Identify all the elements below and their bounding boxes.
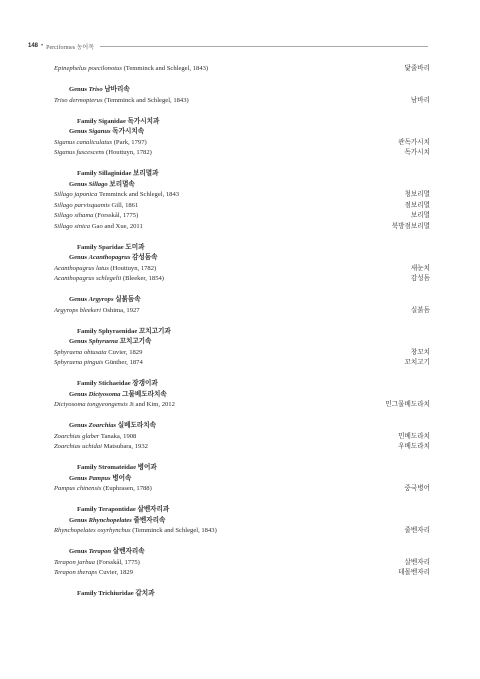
genus-korean-name: 병어속	[112, 474, 132, 482]
taxon-list	[54, 64, 430, 600]
genus-korean-name: 그물베도라치속	[122, 390, 167, 398]
species-authority: Cuvier, 1829	[108, 348, 143, 356]
block-gap	[54, 159, 430, 170]
species-entry	[54, 222, 430, 233]
genus-korean-name: 줄벤자리속	[133, 516, 166, 524]
species-authority: (Bleeker, 1854)	[122, 275, 164, 282]
family-heading: Family Sillaginidae 보리멸과	[77, 170, 159, 177]
family-heading: Family Stromateidae 병어과	[77, 464, 157, 471]
block-gap	[54, 285, 430, 296]
genus-heading	[54, 337, 430, 348]
taxon-block	[54, 463, 430, 495]
species-name: Siganus fuscescens	[54, 149, 105, 156]
genus-prefix: Genus	[69, 338, 89, 345]
species-authority: (Temminck and Schlegel, 1843)	[104, 96, 189, 104]
species-name: Pampus chinensis	[54, 485, 102, 492]
genus-name: Terapon	[88, 548, 112, 555]
species-name: Sphyraena pinguis	[54, 359, 104, 366]
species-name: Sillago sihama	[54, 212, 94, 219]
species-entry	[54, 274, 430, 285]
species-korean-name: 북방점보리멸	[391, 222, 430, 230]
taxon-block	[54, 169, 430, 232]
block-gap	[54, 316, 430, 327]
family-heading: Family Terapontidae 살벤자리과	[77, 506, 170, 513]
genus-prefix: Genus	[69, 86, 89, 93]
taxon-block	[54, 64, 430, 75]
species-korean-name: 중국병어	[404, 485, 430, 492]
species-korean-name: 데몰벤자리	[398, 569, 430, 576]
page-number: 148	[28, 43, 39, 49]
species-authority: (Euphrasen, 1788)	[103, 485, 152, 492]
species-authority: Günther, 1874	[104, 359, 143, 366]
genus-name: Zoarchias	[88, 422, 117, 429]
species-name: Zoarchias glaber	[54, 432, 100, 440]
species-entry	[54, 211, 430, 222]
species-authority: (Houttuyn, 1782)	[110, 264, 157, 272]
species-entry	[54, 264, 430, 275]
genus-name: Siganus	[88, 128, 111, 135]
block-gap	[54, 453, 430, 464]
genus-korean-name: 남바리속	[104, 86, 130, 93]
genus-heading	[54, 127, 430, 138]
genus-prefix: Genus	[69, 128, 89, 135]
species-name: Sillago japonica	[54, 191, 98, 198]
species-authority: (Temminck and Schlegel, 1843)	[132, 527, 217, 534]
species-entry	[54, 348, 430, 359]
header-rule	[100, 46, 428, 47]
species-entry	[54, 558, 430, 569]
species-authority: (Park, 1797)	[113, 138, 147, 146]
species-entry	[54, 138, 430, 149]
species-entry	[54, 64, 430, 75]
genus-heading	[54, 474, 430, 485]
species-korean-name: 청보리멸	[404, 191, 430, 198]
species-korean-name: 새눈치	[410, 264, 430, 272]
taxon-block	[54, 379, 430, 411]
species-name: Sillago sinica	[54, 222, 91, 230]
species-name: Acanthopagrus schlegelii	[54, 275, 122, 282]
species-entry	[54, 190, 430, 201]
species-authority: (Forsskål, 1775)	[96, 558, 140, 566]
genus-heading	[54, 253, 430, 264]
species-korean-name: 꼬치고기	[404, 359, 430, 366]
genus-korean-name: 실붉돔속	[115, 296, 141, 303]
genus-prefix: Genus	[69, 516, 89, 524]
taxon-block	[54, 589, 430, 600]
genus-heading	[54, 390, 430, 401]
taxon-block	[54, 117, 430, 159]
species-korean-name: 민그물베도라치	[385, 401, 430, 408]
species-entry	[54, 432, 430, 443]
taxon-block	[54, 547, 430, 579]
species-korean-name: 남바리	[410, 96, 430, 104]
species-name: Rhynchopelates oxyrhynchus	[54, 527, 131, 534]
species-name: Sphyraena obtusata	[54, 348, 107, 356]
species-korean-name: 실붉돔	[410, 306, 430, 314]
genus-prefix: Genus	[69, 180, 89, 188]
taxon-block	[54, 243, 430, 285]
species-authority: Tanaka, 1908	[100, 432, 137, 440]
species-name: Acanthopagrus latus	[54, 264, 109, 272]
species-authority: (Temminck and Schlegel, 1843)	[123, 65, 209, 72]
genus-prefix: Genus	[69, 474, 89, 482]
genus-prefix: Genus	[69, 548, 89, 555]
species-entry	[54, 358, 430, 369]
genus-korean-name: 독가시치속	[112, 128, 145, 135]
species-name: Zoarchias uchidai	[54, 443, 102, 450]
species-korean-name: 점보리멸	[404, 201, 430, 209]
genus-heading	[54, 85, 430, 96]
species-name: Epinephelus poecilonotus	[54, 65, 122, 72]
block-gap	[54, 369, 430, 380]
species-name: Triso dermopterus	[54, 96, 103, 104]
genus-prefix: Genus	[69, 254, 89, 261]
species-entry	[54, 400, 430, 411]
species-authority: Oshima, 1927	[102, 306, 140, 314]
species-entry	[54, 148, 430, 159]
genus-name: Rhynchopelates	[88, 516, 132, 524]
genus-heading	[54, 421, 430, 432]
taxon-block	[54, 85, 430, 106]
species-name: Sillago parvisquamis	[54, 201, 110, 209]
family-heading: Family Sparidae 도미과	[77, 243, 145, 251]
genus-korean-name: 감성돔속	[132, 254, 158, 261]
genus-prefix: Genus	[69, 390, 89, 398]
species-entry	[54, 442, 430, 453]
species-korean-name: 민베도라치	[398, 432, 430, 440]
species-entry	[54, 526, 430, 537]
species-korean-name: 살벤자리	[404, 558, 430, 566]
genus-name: Dictyosoma	[88, 390, 121, 398]
genus-name: Pampus	[88, 474, 111, 482]
genus-name: Triso	[88, 86, 103, 93]
family-heading: Family Siganidae 독가시치과	[77, 117, 160, 125]
species-entry	[54, 306, 430, 317]
genus-heading	[54, 516, 430, 527]
species-korean-name: 감성돔	[410, 275, 430, 282]
block-gap	[54, 75, 430, 86]
family-heading: Family Stichaeidae 장갱이과	[77, 380, 158, 387]
genus-heading	[54, 295, 430, 306]
genus-name: Sphyraena	[88, 338, 118, 345]
block-gap	[54, 495, 430, 506]
species-authority: Gill, 1861	[111, 201, 139, 209]
genus-prefix: Genus	[69, 422, 89, 429]
species-korean-name: 관독가시치	[398, 138, 430, 146]
genus-korean-name: 꼬치고기속	[119, 338, 152, 345]
species-korean-name: 보리멸	[410, 212, 430, 219]
species-name: Siganus canaliculatus	[54, 138, 113, 146]
species-korean-name: 창꼬치	[410, 348, 430, 356]
genus-name: Acanthopagrus	[88, 254, 131, 261]
family-heading: Family Trichiuridae 갈치과	[77, 590, 155, 597]
species-name: Terapon theraps	[54, 569, 98, 576]
species-entry	[54, 201, 430, 212]
genus-korean-name: 살벤자리속	[112, 548, 145, 555]
species-authority: Cuvier, 1829	[98, 569, 133, 576]
species-name: Terapon jarbua	[54, 558, 95, 566]
taxon-block	[54, 327, 430, 369]
block-gap	[54, 106, 430, 117]
species-authority: Ji and Kim, 2012	[129, 401, 175, 408]
species-entry	[54, 484, 430, 495]
species-korean-name: 닻줄바리	[404, 65, 430, 72]
genus-heading	[54, 547, 430, 558]
block-gap	[54, 232, 430, 243]
genus-name: Argyrops	[88, 296, 114, 303]
species-entry	[54, 568, 430, 579]
taxon-block	[54, 295, 430, 316]
genus-prefix: Genus	[69, 296, 89, 303]
block-gap	[54, 537, 430, 548]
species-korean-name: 줄벤자리	[404, 527, 430, 534]
species-authority: Matsubara, 1932	[103, 443, 148, 450]
species-authority: (Houttuyn, 1782)	[106, 149, 152, 156]
header-separator: •	[41, 43, 44, 49]
taxon-block	[54, 421, 430, 453]
species-name: Dictyosoma tongyeongensis	[54, 401, 128, 408]
taxon-block	[54, 505, 430, 537]
species-entry	[54, 96, 430, 107]
genus-korean-name: 실베도라치속	[117, 422, 156, 429]
species-authority: Temminck and Schlegel, 1843	[98, 191, 180, 198]
running-title: Perciformes 농어목	[46, 44, 95, 51]
genus-korean-name: 보리멸속	[109, 180, 135, 188]
family-heading: Family Sphyraenidae 꼬치고기과	[77, 327, 171, 335]
species-name: Argyrops bleekeri	[54, 306, 101, 314]
species-authority: (Forsskål, 1775)	[95, 212, 139, 219]
genus-heading	[54, 180, 430, 191]
block-gap	[54, 411, 430, 422]
species-korean-name: 독가시치	[404, 149, 430, 156]
species-korean-name: 우베도라치	[398, 443, 430, 450]
block-gap	[54, 579, 430, 590]
running-header	[28, 40, 428, 52]
species-authority: Gao and Xue, 2011	[91, 222, 143, 230]
genus-name: Sillago	[88, 180, 108, 188]
